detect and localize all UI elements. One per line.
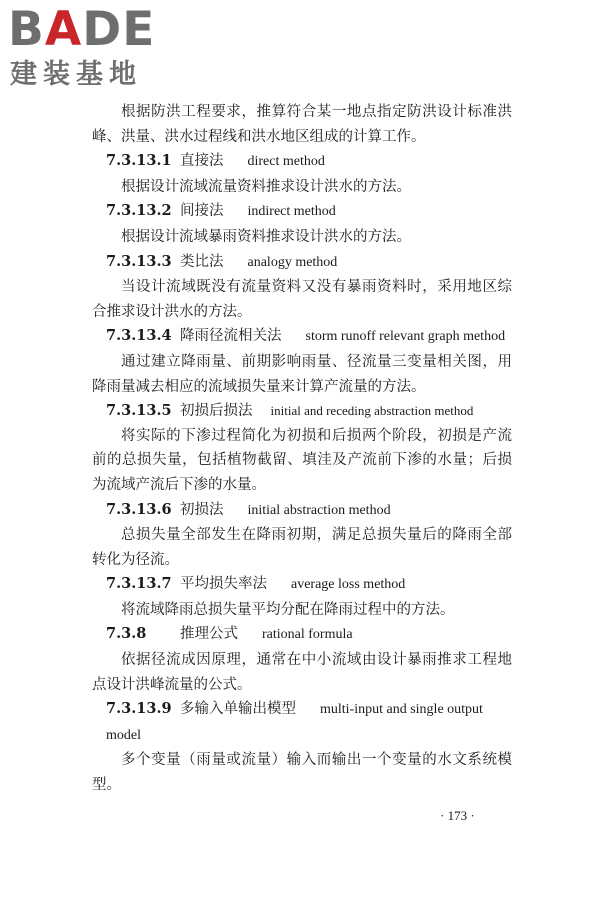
logo-letters-de: DE <box>82 2 156 57</box>
term-definition-4: 通过建立降雨量、前期影响雨量、径流量三变量相关图，用降雨量减去相应的流域损失量来计算产流量的方法。 <box>92 353 512 395</box>
term-chinese: 推理公式 <box>180 626 238 643</box>
term-number: 7.3.13.4 <box>106 327 172 345</box>
term-definition-6: 总损失量全部发生在降雨初期，满足总损失量后的降雨全部转化为径流。 <box>92 527 512 568</box>
term-english: rational formula <box>262 627 353 643</box>
logo-letter-b: B <box>8 2 45 57</box>
term-number: 7.3.13.9 <box>106 700 172 718</box>
term-heading-6 <box>92 498 512 524</box>
term-english: multi-input and single output model <box>106 702 483 743</box>
term-number: 7.3.8 <box>106 625 147 643</box>
term-chinese: 直接法 <box>180 153 224 170</box>
term-number: 7.3.13.5 <box>106 402 172 420</box>
logo-letter-a: A <box>44 2 83 57</box>
term-english: initial and receding abstraction method <box>270 403 474 419</box>
term-heading-5 <box>92 399 512 424</box>
term-definition-3: 当设计流域既没有流量资料又没有暴雨资料时，采用地区综合推求设计洪水的方法。 <box>92 279 512 320</box>
document-body <box>92 100 512 798</box>
term-number: 7.3.13.1 <box>106 152 172 170</box>
term-english: storm runoff relevant graph method <box>305 329 506 345</box>
term-definition-9: 多个变量（雨量或流量）输入而输出一个变量的水文系统模型。 <box>92 752 512 794</box>
term-heading-9 <box>92 697 512 748</box>
term-english: indirect method <box>247 204 336 220</box>
logo-subtitle: 建装基地 <box>10 59 142 90</box>
term-number: 7.3.13.7 <box>106 575 172 593</box>
term-definition-7: 将流域降雨总损失量平均分配在降雨过程中的方法。 <box>121 601 455 618</box>
term-definition-8: 依据径流成因原理，通常在中小流域由设计暴雨推求工程地点设计洪峰流量的公式。 <box>92 652 512 693</box>
term-number: 7.3.13.6 <box>106 500 172 518</box>
term-number: 7.3.13.3 <box>106 252 172 270</box>
term-heading-8 <box>92 622 512 648</box>
term-heading-2 <box>92 199 512 225</box>
term-english: direct method <box>247 154 325 170</box>
bade-logo <box>8 4 178 92</box>
term-heading-1 <box>92 149 512 175</box>
term-chinese: 平均损失率法 <box>180 576 267 593</box>
page-number: · 173 · <box>440 808 475 823</box>
intro-paragraph: 根据防洪工程要求，推算符合某一地点指定防洪设计标准洪峰、洪量、洪水过程线和洪水地区组成的计算工作。 <box>92 104 512 145</box>
term-chinese: 初损后损法 <box>180 403 253 420</box>
term-heading-4 <box>92 324 512 350</box>
term-chinese: 降雨径流相关法 <box>180 328 282 345</box>
term-chinese: 初损法 <box>180 501 224 518</box>
term-chinese: 类比法 <box>180 253 224 270</box>
term-definition-2: 根据设计流域暴雨资料推求设计洪水的方法。 <box>121 228 411 245</box>
logo-wordmark <box>8 4 155 56</box>
term-english: initial abstraction method <box>247 502 391 518</box>
term-english: average loss method <box>291 577 406 593</box>
term-number: 7.3.13.2 <box>106 202 172 220</box>
term-definition-1: 根据设计流域流量资料推求设计洪水的方法。 <box>121 178 411 195</box>
term-heading-7 <box>92 572 512 598</box>
term-definition-5: 将实际的下渗过程简化为初损和后损两个阶段，初损是产流前的总损失量，包括植物截留、填洼及产流前下渗的水量；后损为流域产流后下渗的水量。 <box>92 427 512 493</box>
term-heading-3 <box>92 250 512 276</box>
term-english: analogy method <box>247 254 338 270</box>
term-chinese: 多输入单输出模型 <box>180 701 296 718</box>
term-chinese: 间接法 <box>180 203 224 220</box>
